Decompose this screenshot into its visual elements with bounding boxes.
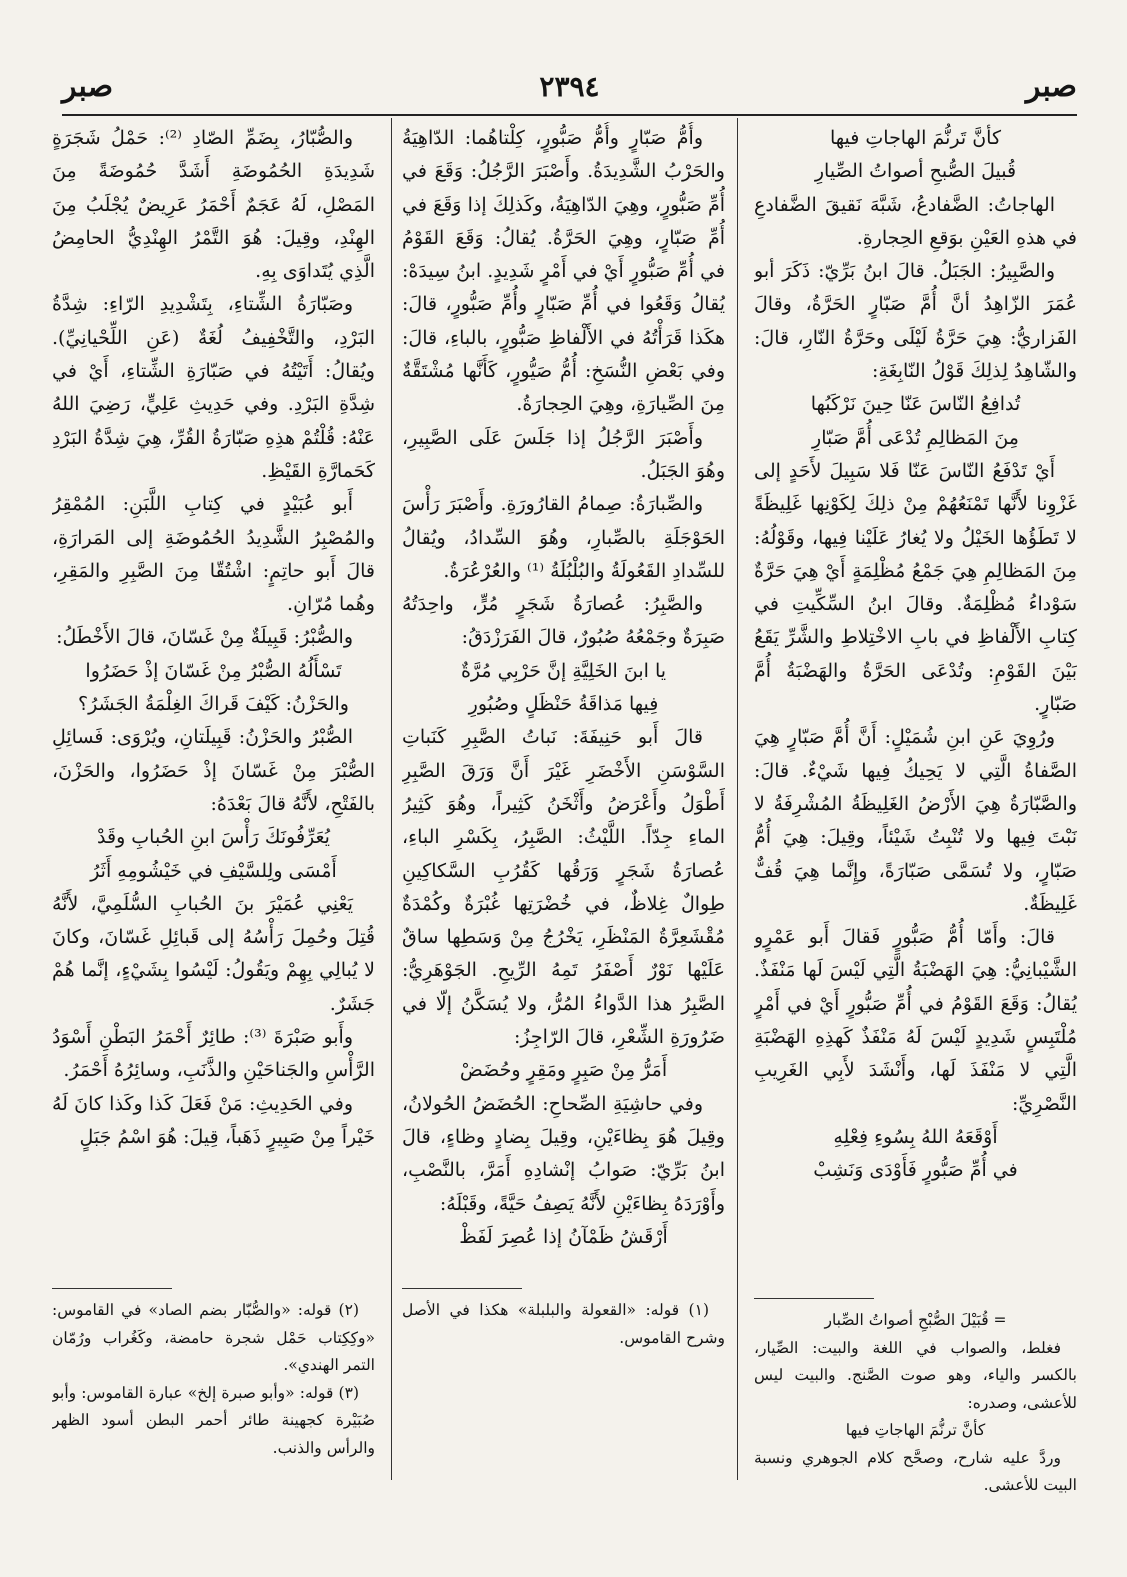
entry-paragraph: قالَ أَبو حَنِيفَةَ: نَباتُ الصَّبِرِ كَنَباتِ السَّوْسَنِ الأَخْضَرِ غَيْرَ أَنَّ وَرَقَ الصَّبِرِ أَطْوَلُ وأَعْرَضُ وأَثْخَنُ كَثِيراً، وهُوَ كَثِيرُ الماءِ جِدّاً. اللَّيْثُ: الصَّبِرُ، بِكَسْرِ الباءِ، عُصارَةُ شَجَرٍ وَرَقُها كَقُرُبِ السَّكاكِينِ طِوالٌ غِلاظٌ، في خُضْرَتِها غُبْرَةٌ وكُمْدَةٌ مُقْشَعِرَّةُ المَنْظَرِ، يَخْرُجُ مِنْ وَسَطِها ساقٌ عَلَيْها نَوْرٌ أَصْفَرُ تَمِهُ الرِّيحِ. الجَوْهَرِيُّ: الصَّبِرُ هذا الدَّواءُ المُرُّ، ولا يُسَكَّنُ إلّا في ضَرُورَةِ الشِّعْرِ، قالَ الرّاجِزُ: <box>402 726 725 1049</box>
left-guide-word: صبر <box>62 69 114 104</box>
entry-paragraph: أَيْ تَدْفَعُ النّاسَ عَنّا فَلا سَبِيلَ لأَحَدٍ إلى غَزْوِنا لأَنَّها تَمْنَعُهُمْ مِنْ ذلِكَ لِكَوْنِها غَلِيظَةً لا تَطَؤُها الخَيْلُ ولا يُغارُ عَلَيْنا فِيها، وقَوْلُهُ: مِنَ المَظالِمِ هِيَ جَمْعُ مُظْلِمَةٍ أَيْ هِيَ حَرَّةٌ سَوْداءُ مُظْلِمَةٌ. وقالَ ابنُ السِّكِّيتِ في كِتابِ الأَلْفاظِ في بابِ الاخْتِلاطِ والشَّرِّ يَقَعُ بَيْنَ القَوْمِ: وتُدْعَى الحَرَّةُ والهَضْبَةُ أُمَّ صَبّارٍ. <box>754 459 1077 716</box>
page-header <box>62 66 1077 108</box>
entry-paragraph: وصَبّارَةُ الشِّتاءِ، بِتَشْدِيدِ الرّاءِ: شِدَّةُ البَرْدِ، والتَّخْفِيفُ لُغَةٌ (عَنِ اللِّحْيانِيِّ). ويُقالُ: أَتَيْتُهُ في صَبّارَةِ الشِّتاءِ، أَيْ في شِدَّةِ البَرْدِ. وفي حَدِيثِ عَلِيٍّ، رَضِيَ اللهُ عَنْهُ: قُلْتُمْ هذِهِ صَبّارَةُ القُرِّ، هِيَ شِدَّةُ البَرْدِ كَحَمارَّةِ القَيْظِ. <box>52 293 375 482</box>
column-middle-body <box>402 122 725 1282</box>
entry-paragraph: الهاجاتُ: الضَّفادعُ، شَبَّهَ نَقيقَ الضَّفادعِ في هذهِ العَيْنِ بوَقعِ الحِجارةِ. <box>754 193 1077 249</box>
entry-paragraph: الصُّبْرُ والحَزْنُ: قَبِيلَتانِ، ويُرْوَى: فَسائِلِ الصُّبْرَ مِنْ غَسّانَ إذْ حَضَرُوا، والحَزْنَ، بالفَتْحِ، لأَنَّهُ قالَ بَعْدَهُ: <box>52 726 375 815</box>
verse-line: أَمَرُّ مِنْ صَبِرٍ ومَقِرٍ وحُضَضْ <box>459 1059 668 1082</box>
footnote: (٢) قوله: «والصُّبّار بضم الصاد» في القاموس: «وكِكِتاب حَمْل شجرة حامضة، وكَغُراب ورُمّان التمر الهندي». <box>52 1301 375 1374</box>
footnote: (١) قوله: «القعولة والبلبلة» هكذا في الأصل وشرح القاموس. <box>402 1301 725 1347</box>
entry-paragraph: يَعْنِي عُمَيْرَ بنَ الحُبابِ السُّلَمِيَّ، لأَنَّهُ قُتِلَ وحُمِلَ رَأْسُهُ إلى قَبائِلِ غَسّانَ، وكانَ لا يُبالِي بِهِمْ ويَقُولُ: لَيْسُوا بِشَيْءٍ، إنَّما هُمْ جَشَرٌ. <box>52 892 375 1015</box>
column-left-footnotes <box>52 1297 375 1462</box>
entry-paragraph: وفي حاشِيَةِ الصِّحاحِ: الحُضَضُ الحُولانُ، وقِيلَ هُوَ بِظاءَيْنِ، وقِيلَ بِضادٍ وظاءٍ، قالَ ابنُ بَرِّيّ: صَوابُ إنْشادِهِ أَمَرَّ، بالنَّصْبِ، وأَوْرَدَهُ بِظاءَيْنِ لأَنَّهُ يَصِفُ حَيَّةً، وقَبْلَهُ: <box>402 1092 725 1215</box>
column-right-body <box>754 122 1077 1292</box>
verse-line: يا ابنَ الخَلِيَّةِ إنَّ حَرْبِي مُرَّةٌ <box>460 659 667 682</box>
verse-line: يُعَرِّفُونَكَ رَأْسَ ابنِ الحُبابِ وقَدْ <box>97 826 330 849</box>
column-left <box>52 122 375 1462</box>
page-number: ٢٣٩٤ <box>539 70 600 103</box>
entry-paragraph: ورُوِيَ عَنِ ابنِ شُمَيْلٍ: أَنَّ أُمَّ صَبّارٍ هِيَ الصَّفاةُ الَّتِي لا يَحِيكُ فِيها شَيْءٌ. قالَ: والصَّبّارَةُ هِيَ الأَرْضُ الغَلِيظَةُ المُشْرِفَةُ لا نَبْتَ فِيها ولا تُنْبِتُ شَيْئاً، وقِيلَ: هِيَ أُمُّ صَبّارٍ، ولا تُسَمَّى صَبّارَةً، وإِنَّما هِيَ قُفٌّ غَلِيظَةٌ. <box>754 726 1077 915</box>
verse-line: في أُمِّ صَبُّورٍ فَأَوْدَى وَنَشِبْ <box>813 1159 1018 1182</box>
entry-paragraph: والصِّبارَةُ: صِمامُ القارُورَةِ. وأَصْبَرَ رَأْسَ الحَوْجَلَةِ بالصِّبارِ، وهُوَ السِّدادُ، ويُقالُ للسِّدادِ القَعُولَةُ والبُلْبُلَةُ ⁽¹⁾ والعُرْعُرَةُ. <box>402 493 725 582</box>
footnote-verse: = قُبَيْلَ الصُّبْحِ أصواتُ الصِّبار <box>824 1311 1007 1329</box>
verse-line: كأنَّ تَرنُّمَ الهاجاتِ فيها <box>829 127 1001 149</box>
footnote: وردَّ عليه شارح، وصحَّح كلام الجوهري ونسبة البيت للأعشى. <box>754 1448 1077 1494</box>
header-rule <box>62 114 1077 116</box>
entry-paragraph: والصَّبِيرُ: الجَبَلُ. قالَ ابنُ بَرِّيّ: ذَكَرَ أبو عُمَرَ الزّاهِدُ أنَّ أُمَّ صَبّارٍ الحَرَّةُ، وقالَ الفَزاريُّ: هِيَ حَرَّةُ لَيْلَى وحَرَّةُ النّارِ، قالَ: والشّاهِدُ لِذلِكَ قَوْلُ النّابِغَةِ: <box>754 260 1077 383</box>
entry-paragraph: والصُّبْرُ: قَبِيلَةٌ مِنْ غَسّانَ، قالَ الأَخْطَلُ: <box>56 626 353 649</box>
column-middle-footnotes <box>402 1297 725 1352</box>
verse-line: تَسْأَلُهُ الصُّبْرُ مِنْ غَسّانَ إذْ حَضَرُوا <box>85 659 342 682</box>
footnote-verse: كأنَّ ترنُّمَ الهاجاتِ فيها <box>845 1421 986 1439</box>
verse-line: قُبيلَ الصُّبحِ أصواتُ الصِّيارِ <box>814 160 1017 183</box>
entry-paragraph: والصَّبِرُ: عُصارَةُ شَجَرٍ مُرٍّ، واحِدَتُهُ صَبِرَةٌ وجَمْعُهُ صُبُورٌ، قالَ الفَرَزْدَقُ: <box>402 593 725 649</box>
footnote-rule <box>52 1288 172 1289</box>
verse-line: والحَزْنُ: كَيْفَ قَراكَ الغِلْمَةُ الجَشَرُ؟ <box>77 693 349 716</box>
footnote: (٣) قوله: «وأبو صبرة إلخ» عبارة القاموس: وأبو صُبَيْرة كجهينة طائر أحمر البطن أسود الظهر والرأس والذنب. <box>52 1383 375 1457</box>
entry-paragraph: وأَصْبَرَ الرَّجُلُ إذا جَلَسَ عَلَى الصَّبِيرِ، وهُوَ الجَبَلُ. <box>402 426 725 482</box>
verse-line: أَمْسَى ولِلسَّيْفِ في خَيْشُومِهِ أَثَرُ <box>90 859 337 882</box>
entry-paragraph: والصُّبّارُ، بِضَمِّ الصّادِ ⁽²⁾: حَمْلُ شَجَرَةٍ شَدِيدَةِ الحُمُوضَةِ أَشَدَّ حُمُوضَةً مِنَ المَصْلِ، لَهُ عَجَمٌ أَحْمَرُ عَرِيضٌ يُجْلَبُ مِنَ الهِنْدِ، وقِيلَ: هُوَ التَّمْرُ الهِنْدِيُّ الحامِضُ الَّذِي يُتَداوَى بِهِ. <box>52 127 375 283</box>
entry-paragraph: وأُمُّ صَبّارٍ وأُمُّ صَبُّورٍ، كِلْتاهُما: الدّاهِيَةُ والحَرْبُ الشَّدِيدَةُ. وأَصْبَرَ الرَّجُلُ: وَقَعَ في أُمِّ صَبُّورٍ، وهِيَ الدّاهِيَةُ، وكَذلِكَ إذا وَقَعَ في أُمِّ صَبّارٍ، وهِيَ الحَرَّةُ. يُقالُ: وَقَعَ القَوْمُ في أُمِّ صَبُّورٍ أَيْ في أَمْرٍ شَدِيدٍ. ابنُ سِيدَهْ: يُقالُ وَقَعُوا في أُمِّ صَبّارٍ وأُمِّ صَبُّورٍ، قالَ: هكَذا قَرَأْتُهُ في الأَلْفاظِ صَبُّورٍ، بالباءِ، قالَ: وفي بَعْضِ النُّسَخِ: أُمُّ صَيُّورٍ، كَأَنَّها مُشْتَقَّةٌ مِنَ الصِّيارَةِ، وهِيَ الحِجارَةُ. <box>402 127 725 416</box>
column-divider-left <box>391 118 392 1480</box>
entry-paragraph: أَبو عُبَيْدٍ في كِتابِ اللَّبَنِ: المُمْقِرُ والمُصْبِرُ الشَّدِيدُ الحُمُوضَةِ إلى المَرارَةِ، قالَ أَبو حاتِمٍ: اشْتُقّا مِنَ الصَّبِرِ والمَقِرِ، وهُما مُرّانِ. <box>52 493 375 616</box>
footnote: فغلط، والصواب في اللغة والبيت: الصِّيار، بالكسر والياء، وهو صوت الصَّنج. والبيت ليس للأعشى، وصدره: <box>754 1338 1077 1412</box>
column-middle <box>402 122 725 1352</box>
entry-paragraph: وفي الحَدِيثِ: مَنْ فَعَلَ كَذا وكَذا كانَ لَهُ خَيْراً مِنْ صَبِيرٍ ذَهَباً، قِيلَ: هُوَ اسْمُ جَبَلٍ <box>52 1092 375 1148</box>
footnote-rule <box>754 1298 874 1299</box>
verse-line: أَوْقَعَهُ اللهُ بِسُوءِ فِعْلِهِ <box>833 1125 998 1148</box>
column-left-body <box>52 122 375 1282</box>
verse-line: تُدافِعُ النّاسَ عَنّا حِينَ نَرْكَبُها <box>810 393 1021 416</box>
footnote-rule <box>402 1288 522 1289</box>
entry-paragraph: قالَ: وأَمّا أُمُّ صَبُّورٍ فَقالَ أَبو عَمْرٍو الشَّيْبانِيُّ: هِيَ الهَضْبَةُ الَّتِي لَيْسَ لَها مَنْفَذٌ. يُقالُ: وَقَعَ القَوْمُ في أُمِّ صَبُّورٍ أَيْ في أَمْرٍ مُلْتَبِسٍ شَدِيدٍ لَيْسَ لَهُ مَنْفَذٌ كَهذِهِ الهَضْبَةِ الَّتِي لا مَنْفَذَ لَها، وأَنْشَدَ لأَبِي الغَرِيبِ النَّصْرِيِّ: <box>754 926 1077 1115</box>
column-right-footnotes <box>754 1307 1077 1500</box>
entry-paragraph: وأَبو صَبْرَةَ ⁽³⁾: طائِرٌ أَحْمَرُ البَطْنِ أَسْوَدُ الرَّأْسِ والجَناحَيْنِ والذَّنَبِ، وسائِرُهُ أَحْمَرُ. <box>52 1026 375 1082</box>
right-guide-word: صبر <box>1025 69 1077 104</box>
verse-line: فِيها مَذاقَةُ حَنْظَلٍ وصُبُورِ <box>468 693 659 716</box>
verse-line: مِنَ المَظالِمِ تُدْعَى أُمَّ صَبّارِ <box>812 426 1019 449</box>
column-divider-right <box>737 118 738 1480</box>
verse-line: أَرْقَشُ ظَمْآنُ إذا عُصِرَ لَفَظْ <box>459 1225 668 1248</box>
column-right <box>754 122 1077 1500</box>
